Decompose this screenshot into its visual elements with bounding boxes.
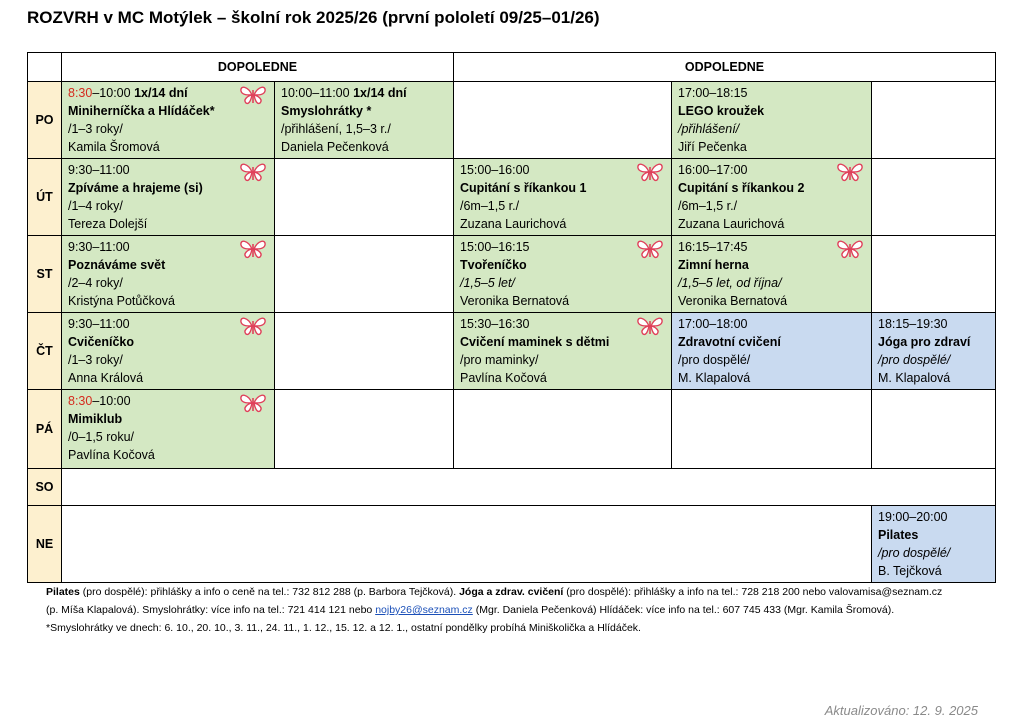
butterfly-icon — [635, 161, 665, 183]
butterfly-icon — [635, 238, 665, 260]
time-range: 16:15–17:45 — [678, 240, 748, 254]
activity-info: /pro dospělé/ — [678, 353, 751, 367]
activity-name: Tvořeníčko — [460, 258, 527, 272]
footer-line: *Smyslohrátky ve dnech: 6. 10., 20. 10., 3. 11., 24. 11., 1. 12., 15. 12. a 12. 1., ostatní pondělky probíhá Miniškolička a Hlídáček. — [46, 622, 641, 634]
footer-text: (pro dospělé): přihlášky a info na tel.: 728 218 200 nebo valovamisa@seznam.cz — [563, 586, 943, 598]
footer-line — [46, 583, 996, 601]
activity-info: /6m–1,5 r./ — [678, 199, 738, 213]
teacher: Tereza Dolejší — [68, 217, 148, 231]
teacher: Kamila Šromová — [68, 140, 160, 154]
corner-cell — [28, 53, 62, 82]
teacher: Anna Králová — [68, 371, 144, 385]
teacher: Kristýna Potůčková — [68, 294, 175, 308]
teacher: B. Tejčková — [878, 564, 942, 578]
activity-info: /pro dospělé/ — [878, 353, 951, 367]
header-afternoon: ODPOLEDNE — [454, 53, 996, 82]
activity-cell — [62, 236, 275, 313]
updated-date: Aktualizováno: 12. 9. 2025 — [824, 703, 978, 718]
activity-cell — [872, 313, 996, 390]
activity-cell — [672, 236, 872, 313]
activity-info: /1,5–5 let, od října/ — [678, 276, 782, 290]
activity-info: /pro dospělé/ — [878, 546, 951, 560]
time-range: 9:30–11:00 — [68, 240, 130, 254]
time-range: 16:00–17:00 — [678, 163, 748, 177]
activity-name: LEGO kroužek — [678, 104, 765, 118]
empty-cell — [275, 236, 454, 313]
empty-cell — [275, 313, 454, 390]
activity-cell — [454, 313, 672, 390]
time-range: 18:15–19:30 — [878, 317, 948, 331]
activity-cell — [672, 313, 872, 390]
day-label: ČT — [28, 313, 62, 390]
activity-info: /1–3 roky/ — [68, 122, 123, 136]
time-range: –10:00 — [92, 394, 131, 408]
teacher: M. Klapalová — [878, 371, 951, 385]
email-link[interactable]: nojby26@seznam.cz — [375, 604, 473, 616]
empty-cell — [872, 82, 996, 159]
activity-info: /pro maminky/ — [460, 353, 539, 367]
teacher: Zuzana Laurichová — [460, 217, 567, 231]
page-title: ROZVRH v MC Motýlek – školní rok 2025/26 (první pololetí 09/25–01/26) — [27, 8, 600, 27]
schedule-table — [27, 52, 996, 583]
day-label: PO — [28, 82, 62, 159]
activity-name: Zdravotní cvičení — [678, 335, 781, 349]
empty-cell — [872, 236, 996, 313]
empty-cell — [872, 390, 996, 469]
frequency: 1x/14 dní — [353, 86, 407, 100]
time-range: 19:00–20:00 — [878, 510, 948, 524]
header-row — [28, 53, 996, 82]
activity-name: Cupitání s říkankou 2 — [678, 181, 805, 195]
activity-info: /přihlášení/ — [678, 122, 740, 136]
row-sat — [28, 469, 996, 506]
activity-cell — [275, 82, 454, 159]
empty-cell — [672, 390, 872, 469]
frequency: 1x/14 dní — [134, 86, 188, 100]
butterfly-icon — [835, 161, 865, 183]
butterfly-icon — [238, 238, 268, 260]
teacher: Jiří Pečenka — [678, 140, 747, 154]
day-label: ST — [28, 236, 62, 313]
time-range: 15:00–16:15 — [460, 240, 530, 254]
activity-name: Zimní herna — [678, 258, 749, 272]
day-label: SO — [28, 469, 62, 506]
time-range: 15:00–16:00 — [460, 163, 530, 177]
butterfly-icon — [238, 84, 268, 106]
time-range: 17:00–18:00 — [678, 317, 748, 331]
time-range: –10:00 — [92, 86, 131, 100]
footer-bold: Jóga a zdrav. cvičení — [459, 586, 564, 598]
empty-cell — [62, 506, 872, 583]
teacher: Pavlína Kočová — [68, 448, 155, 462]
day-label: NE — [28, 506, 62, 583]
activity-cell — [62, 313, 275, 390]
butterfly-icon — [238, 315, 268, 337]
row-mon — [28, 82, 996, 159]
activity-name: Poznáváme svět — [68, 258, 166, 272]
teacher: Veronika Bernatová — [678, 294, 788, 308]
teacher: Zuzana Laurichová — [678, 217, 785, 231]
butterfly-icon — [238, 392, 268, 414]
activity-name: Cvičení maminek s dětmi — [460, 335, 610, 349]
empty-cell — [454, 390, 672, 469]
empty-cell — [454, 82, 672, 159]
day-label: ÚT — [28, 159, 62, 236]
footer-text: (Mgr. Daniela Pečenková) Hlídáček: více info na tel.: 607 745 433 (Mgr. Kamila Šromová). — [472, 604, 895, 616]
activity-info: /6m–1,5 r./ — [460, 199, 520, 213]
footer-text: (p. Míša Klapalová). Smyslohrátky: více info na tel.: 721 414 121 nebo — [46, 604, 376, 616]
activity-name: Jóga pro zdraví — [878, 335, 971, 349]
activity-info: /2–4 roky/ — [68, 276, 123, 290]
activity-cell — [672, 82, 872, 159]
time-range: 10:00–11:00 — [281, 86, 350, 100]
footer-bold: Pilates — [46, 586, 80, 598]
butterfly-icon — [635, 315, 665, 337]
empty-cell — [275, 390, 454, 469]
activity-name: Pilates — [878, 528, 919, 542]
activity-cell — [62, 390, 275, 469]
teacher: Daniela Pečenková — [281, 140, 389, 154]
activity-name: Cupitání s říkankou 1 — [460, 181, 587, 195]
teacher: M. Klapalová — [678, 371, 751, 385]
activity-cell — [454, 159, 672, 236]
activity-name: Mimiklub — [68, 412, 123, 426]
activity-cell — [62, 82, 275, 159]
butterfly-icon — [238, 161, 268, 183]
footer-notes — [46, 583, 996, 637]
header-morning: DOPOLEDNE — [62, 53, 454, 82]
footer-line — [46, 601, 996, 619]
time-range: 9:30–11:00 — [68, 317, 130, 331]
row-tue — [28, 159, 996, 236]
activity-info: /0–1,5 roku/ — [68, 430, 135, 444]
day-label: PÁ — [28, 390, 62, 469]
empty-cell — [275, 159, 454, 236]
activity-info: /přihlášení, 1,5–3 r./ — [281, 122, 391, 136]
time-range: 9:30–11:00 — [68, 163, 130, 177]
butterfly-icon — [835, 238, 865, 260]
activity-name: Miniherníčka a Hlídáček* — [68, 104, 215, 118]
time-range: 17:00–18:15 — [678, 86, 748, 100]
row-wed — [28, 236, 996, 313]
teacher: Veronika Bernatová — [460, 294, 570, 308]
activity-name: Smyslohrátky * — [281, 104, 372, 118]
activity-cell — [872, 506, 996, 583]
start-time: 8:30 — [68, 394, 93, 408]
empty-cell — [62, 469, 996, 506]
activity-cell — [672, 159, 872, 236]
row-sun — [28, 506, 996, 583]
teacher: Pavlína Kočová — [460, 371, 547, 385]
footer-text: (pro dospělé): přihlášky a info o ceně na tel.: 732 812 288 (p. Barbora Tejčková). — [79, 586, 460, 598]
activity-info: /1–3 roky/ — [68, 353, 123, 367]
empty-cell — [872, 159, 996, 236]
row-fri — [28, 390, 996, 469]
activity-name: Cvičeníčko — [68, 335, 135, 349]
activity-info: /1,5–5 let/ — [460, 276, 515, 290]
activity-info: /1–4 roky/ — [68, 199, 123, 213]
time-range: 15:30–16:30 — [460, 317, 530, 331]
activity-cell — [454, 236, 672, 313]
start-time: 8:30 — [68, 86, 93, 100]
activity-cell — [62, 159, 275, 236]
activity-name: Zpíváme a hrajeme (si) — [68, 181, 203, 195]
row-thu — [28, 313, 996, 390]
